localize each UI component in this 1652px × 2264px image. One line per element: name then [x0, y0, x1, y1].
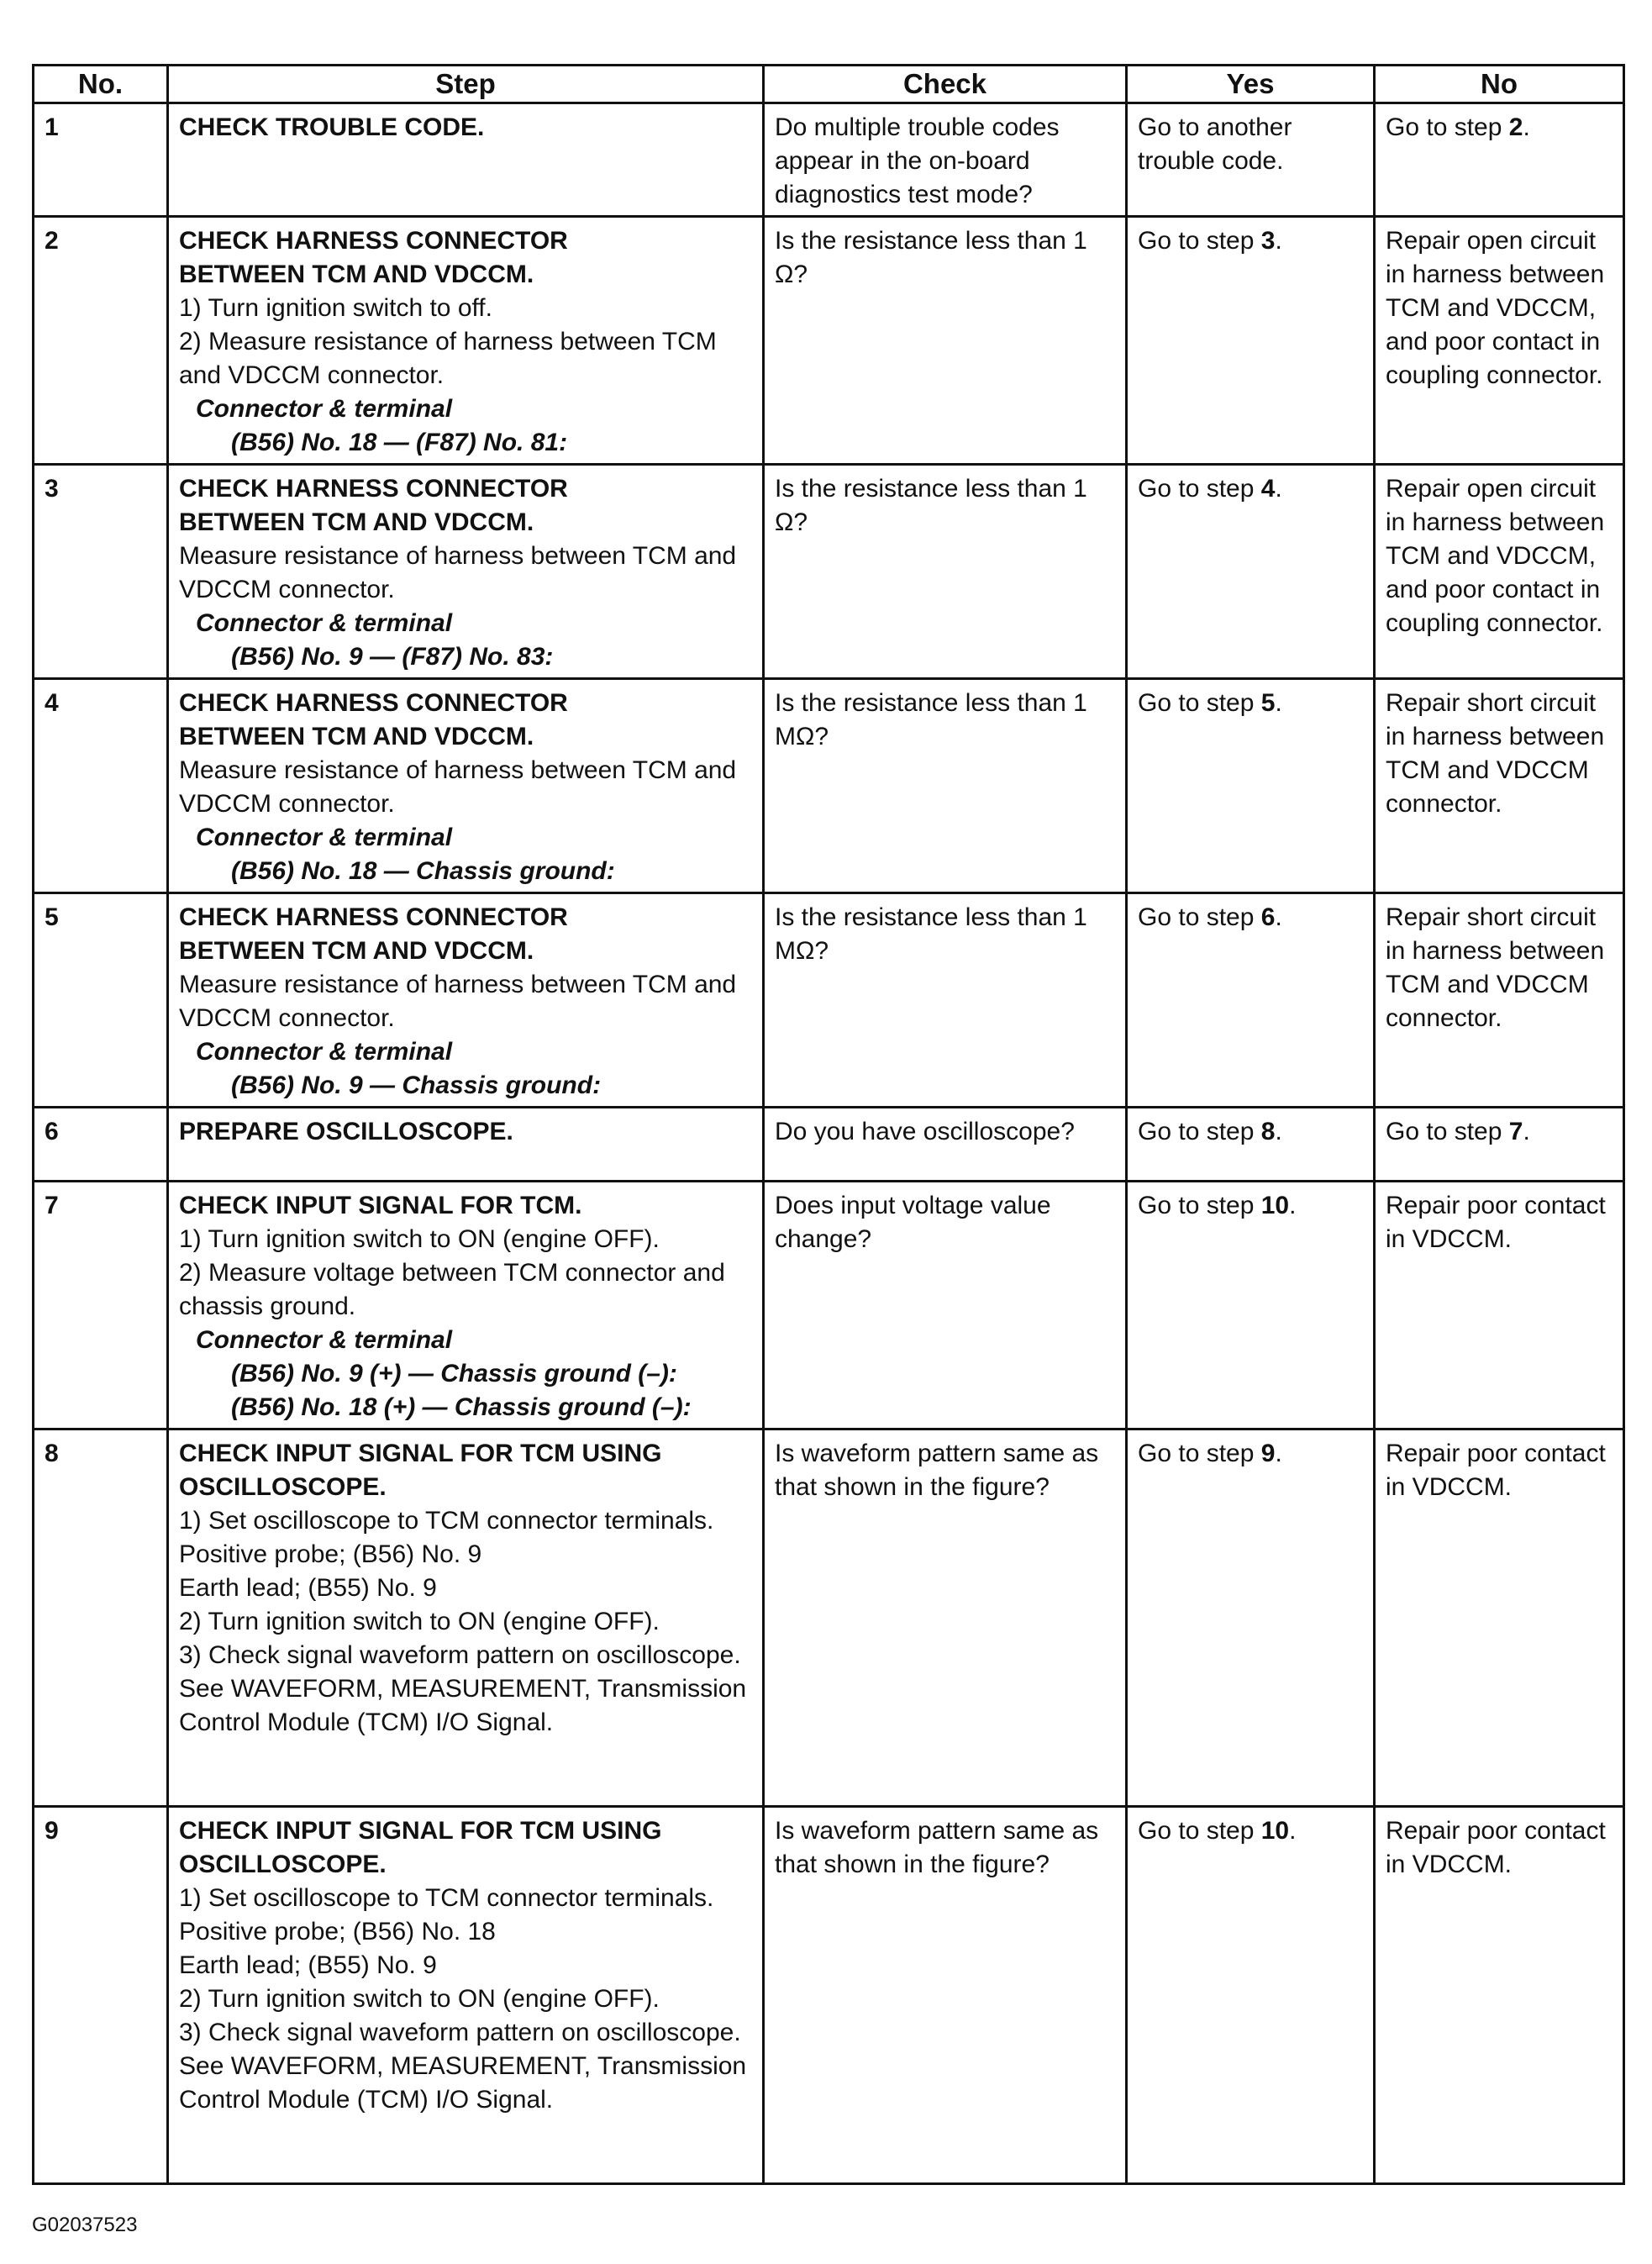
- header-check: Check: [764, 66, 1127, 103]
- terminal-spec: (B56) No. 18 — (F87) No. 81:: [231, 429, 568, 456]
- step-cell: [168, 679, 764, 893]
- yes-cell: [1127, 679, 1375, 893]
- punctuation: .: [1523, 113, 1530, 141]
- step-number: 8: [34, 1429, 168, 1807]
- no-text: Repair poor contact in VDCCM.: [1386, 1817, 1606, 1878]
- table-row: [34, 217, 1624, 465]
- table-row: [34, 103, 1624, 217]
- step-instruction: Measure resistance of harness between TCM and VDCCM connector.: [179, 971, 737, 1032]
- header-no-result: No: [1375, 66, 1624, 103]
- step-number: 1: [34, 103, 168, 217]
- step-cell: [168, 1429, 764, 1807]
- step-instruction: 2) Measure voltage between TCM connector and chassis ground.: [179, 1259, 725, 1320]
- step-title: CHECK INPUT SIGNAL FOR TCM USING: [179, 1817, 662, 1845]
- terminal-spec: (B56) No. 18 — Chassis ground:: [231, 857, 615, 885]
- step-cell: [168, 465, 764, 679]
- yes-text: Go to step: [1138, 1192, 1261, 1219]
- yes-cell: [1127, 217, 1375, 465]
- table-row: [34, 893, 1624, 1108]
- check-cell: Is the resistance less than 1 Ω?: [764, 217, 1127, 465]
- step-cell: [168, 103, 764, 217]
- step-title: PREPARE OSCILLOSCOPE.: [179, 1118, 513, 1145]
- punctuation: .: [1275, 1118, 1282, 1145]
- table-row: [34, 1429, 1624, 1807]
- step-number: 9: [34, 1807, 168, 2184]
- step-number: 2: [34, 217, 168, 465]
- step-instruction: 1) Set oscilloscope to TCM connector terminals.: [179, 1884, 714, 1912]
- check-cell: Do you have oscilloscope?: [764, 1108, 1127, 1182]
- yes-cell: [1127, 465, 1375, 679]
- step-reference: 2: [1508, 113, 1523, 141]
- yes-cell: [1127, 1429, 1375, 1807]
- step-title: BETWEEN TCM AND VDCCM.: [179, 261, 534, 288]
- step-reference: 4: [1260, 475, 1276, 503]
- step-number: 4: [34, 679, 168, 893]
- table-row: [34, 679, 1624, 893]
- step-cell: [168, 217, 764, 465]
- no-text: Repair short circuit in harness between TCM and VDCCM connector.: [1386, 689, 1605, 818]
- check-cell: Is the resistance less than 1 MΩ?: [764, 679, 1127, 893]
- header-step: Step: [168, 66, 764, 103]
- terminal-spec: (B56) No. 9 — Chassis ground:: [231, 1071, 602, 1099]
- no-cell: [1375, 893, 1624, 1108]
- step-instruction: 2) Turn ignition switch to ON (engine OFF).: [179, 1985, 660, 2013]
- punctuation: .: [1275, 689, 1282, 717]
- connector-terminal-label: Connector & terminal: [196, 609, 453, 637]
- step-number: 6: [34, 1108, 168, 1182]
- no-cell: [1375, 103, 1624, 217]
- step-number: 3: [34, 465, 168, 679]
- yes-text: Go to step: [1138, 689, 1261, 717]
- punctuation: .: [1289, 1192, 1297, 1219]
- step-reference: 10: [1260, 1817, 1290, 1845]
- check-cell: Does input voltage value change?: [764, 1182, 1127, 1429]
- yes-text: Go to step: [1138, 1440, 1261, 1467]
- step-title: CHECK INPUT SIGNAL FOR TCM USING: [179, 1440, 662, 1467]
- no-text: Repair open circuit in harness between TCM and VDCCM, and poor contact in coupling connector.: [1386, 227, 1605, 389]
- step-instruction: Positive probe; (B56) No. 18: [179, 1918, 496, 1945]
- step-title: BETWEEN TCM AND VDCCM.: [179, 723, 534, 750]
- yes-text: Go to step: [1138, 475, 1261, 503]
- step-reference: 6: [1260, 903, 1276, 931]
- header-row: [34, 66, 1624, 103]
- no-text: Go to step: [1386, 113, 1509, 141]
- step-instruction: 3) Check signal waveform pattern on oscilloscope. See WAVEFORM, MEASUREMENT, Transmission Control Module (TCM) I/O Signal.: [179, 1641, 747, 1736]
- yes-text: Go to step: [1138, 1817, 1261, 1845]
- step-cell: [168, 1807, 764, 2184]
- step-reference: 9: [1260, 1440, 1276, 1467]
- check-cell: Is waveform pattern same as that shown in the figure?: [764, 1429, 1127, 1807]
- header-yes: Yes: [1127, 66, 1375, 103]
- step-title: OSCILLOSCOPE.: [179, 1473, 387, 1501]
- connector-terminal-label: Connector & terminal: [196, 395, 453, 423]
- step-number: 7: [34, 1182, 168, 1429]
- header-no: No.: [34, 66, 168, 103]
- step-title: CHECK HARNESS CONNECTOR: [179, 475, 568, 503]
- yes-text: Go to step: [1138, 227, 1261, 255]
- no-text: Repair poor contact in VDCCM.: [1386, 1192, 1606, 1253]
- step-instruction: 2) Turn ignition switch to ON (engine OFF).: [179, 1608, 660, 1635]
- step-instruction: 3) Check signal waveform pattern on oscilloscope. See WAVEFORM, MEASUREMENT, Transmission Control Module (TCM) I/O Signal.: [179, 2019, 747, 2114]
- step-reference: 3: [1260, 227, 1276, 255]
- table-row: [34, 1182, 1624, 1429]
- step-cell: [168, 893, 764, 1108]
- terminal-spec: (B56) No. 18 (+) — Chassis ground (–):: [231, 1393, 692, 1421]
- step-instruction: 1) Turn ignition switch to ON (engine OFF).: [179, 1225, 660, 1253]
- step-title: BETWEEN TCM AND VDCCM.: [179, 937, 534, 965]
- no-cell: [1375, 465, 1624, 679]
- connector-terminal-label: Connector & terminal: [196, 1326, 453, 1354]
- punctuation: .: [1275, 1440, 1282, 1467]
- no-text: Repair open circuit in harness between TCM and VDCCM, and poor contact in coupling connector.: [1386, 475, 1605, 637]
- step-reference: 10: [1260, 1192, 1290, 1219]
- yes-cell: [1127, 1182, 1375, 1429]
- yes-cell: [1127, 893, 1375, 1108]
- no-text: Repair poor contact in VDCCM.: [1386, 1440, 1606, 1501]
- step-number: 5: [34, 893, 168, 1108]
- step-title: CHECK HARNESS CONNECTOR: [179, 689, 568, 717]
- step-title: CHECK INPUT SIGNAL FOR TCM.: [179, 1192, 582, 1219]
- punctuation: .: [1523, 1118, 1530, 1145]
- no-cell: [1375, 1429, 1624, 1807]
- punctuation: .: [1275, 903, 1282, 931]
- figure-code: G02037523: [32, 2214, 138, 2236]
- yes-cell: [1127, 1108, 1375, 1182]
- check-cell: Do multiple trouble codes appear in the on-board diagnostics test mode?: [764, 103, 1127, 217]
- yes-cell: [1127, 1807, 1375, 2184]
- step-title: BETWEEN TCM AND VDCCM.: [179, 508, 534, 536]
- no-cell: [1375, 217, 1624, 465]
- no-text: Go to step: [1386, 1118, 1509, 1145]
- punctuation: .: [1289, 1817, 1297, 1845]
- terminal-spec: (B56) No. 9 (+) — Chassis ground (–):: [231, 1360, 677, 1387]
- step-instruction: 2) Measure resistance of harness between TCM and VDCCM connector.: [179, 328, 717, 389]
- step-cell: [168, 1182, 764, 1429]
- step-instruction: Positive probe; (B56) No. 9: [179, 1540, 482, 1568]
- no-cell: [1375, 1807, 1624, 2184]
- connector-terminal-label: Connector & terminal: [196, 1038, 453, 1066]
- no-cell: [1375, 1182, 1624, 1429]
- punctuation: .: [1275, 227, 1282, 255]
- step-instruction: 1) Set oscilloscope to TCM connector terminals.: [179, 1507, 714, 1535]
- terminal-spec: (B56) No. 9 — (F87) No. 83:: [231, 643, 554, 671]
- no-text: Repair short circuit in harness between TCM and VDCCM connector.: [1386, 903, 1605, 1032]
- step-title: OSCILLOSCOPE.: [179, 1851, 387, 1878]
- check-cell: Is waveform pattern same as that shown in the figure?: [764, 1807, 1127, 2184]
- connector-terminal-label: Connector & terminal: [196, 824, 453, 851]
- no-cell: [1375, 679, 1624, 893]
- table-row: [34, 1108, 1624, 1182]
- check-cell: Is the resistance less than 1 Ω?: [764, 465, 1127, 679]
- step-reference: 8: [1260, 1118, 1276, 1145]
- step-reference: 5: [1260, 689, 1276, 717]
- step-instruction: Measure resistance of harness between TCM and VDCCM connector.: [179, 542, 737, 603]
- step-cell: [168, 1108, 764, 1182]
- step-instruction: Earth lead; (B55) No. 9: [179, 1951, 437, 1979]
- step-title: CHECK TROUBLE CODE.: [179, 113, 485, 141]
- step-title: CHECK HARNESS CONNECTOR: [179, 903, 568, 931]
- yes-text: Go to step: [1138, 903, 1261, 931]
- table-row: [34, 465, 1624, 679]
- yes-text: Go to another trouble code.: [1138, 113, 1292, 175]
- step-reference: 7: [1508, 1118, 1523, 1145]
- no-cell: [1375, 1108, 1624, 1182]
- step-title: CHECK HARNESS CONNECTOR: [179, 227, 568, 255]
- step-instruction: 1) Turn ignition switch to off.: [179, 294, 492, 322]
- step-instruction: Measure resistance of harness between TCM and VDCCM connector.: [179, 756, 737, 818]
- table-row: [34, 1807, 1624, 2184]
- punctuation: .: [1275, 475, 1282, 503]
- yes-text: Go to step: [1138, 1118, 1261, 1145]
- diagnostic-table: [32, 64, 1625, 2185]
- yes-cell: [1127, 103, 1375, 217]
- step-instruction: Earth lead; (B55) No. 9: [179, 1574, 437, 1602]
- check-cell: Is the resistance less than 1 MΩ?: [764, 893, 1127, 1108]
